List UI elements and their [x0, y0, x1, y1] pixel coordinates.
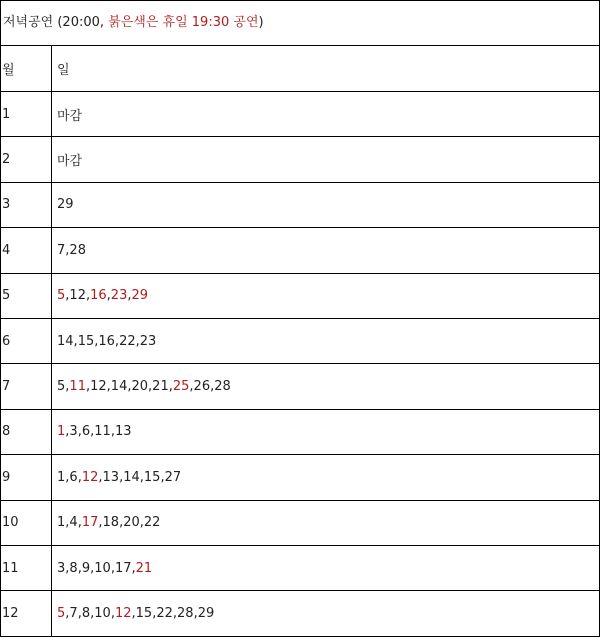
month-cell: 5: [1, 274, 52, 318]
table-row: [1, 92, 599, 137]
day: 1: [57, 515, 66, 531]
day: 20: [123, 515, 140, 531]
day-separator: ,: [85, 288, 91, 304]
day: 10: [94, 560, 111, 576]
holiday-day: 5: [57, 288, 66, 304]
table-row: [1, 183, 599, 228]
table-header-row: [1, 46, 599, 92]
days-cell: [53, 274, 599, 318]
day: 15: [143, 469, 161, 485]
day-separator: ,: [172, 605, 178, 621]
day-separator: ,: [110, 560, 115, 576]
table-row: [1, 319, 599, 364]
days-cell: [53, 546, 599, 590]
day: 4: [69, 515, 78, 531]
day-separator: ,: [65, 379, 70, 395]
day-separator: ,: [193, 605, 198, 621]
day-separator: ,: [65, 469, 70, 485]
month-cell: 2: [1, 137, 52, 181]
day: 9: [81, 560, 91, 576]
day: 22: [156, 605, 173, 621]
holiday-day: 5: [57, 605, 66, 621]
day-separator: ,: [94, 333, 99, 349]
day-separator: ,: [114, 333, 120, 349]
day-separator: ,: [210, 379, 215, 395]
day: 29: [197, 605, 215, 621]
day-separator: ,: [98, 515, 103, 531]
day: 20: [131, 379, 149, 395]
day-separator: ,: [106, 379, 111, 395]
schedule-grid: [1, 46, 599, 637]
holiday-day: 23: [110, 288, 128, 304]
day-separator: ,: [131, 605, 136, 621]
holiday-day: 12: [81, 469, 99, 485]
holiday-day: 1: [57, 424, 66, 440]
table-row: [1, 228, 599, 273]
month-cell: 4: [1, 228, 52, 272]
day: 1: [57, 469, 66, 485]
day-separator: ,: [131, 560, 136, 576]
day-separator: ,: [110, 605, 115, 621]
day-separator: ,: [65, 288, 70, 304]
days-cell: [53, 455, 599, 499]
day-separator: ,: [119, 515, 124, 531]
days-cell: [53, 319, 599, 363]
day: 29: [57, 197, 74, 213]
days-cell: [53, 183, 599, 227]
day-separator: ,: [85, 379, 91, 395]
day: 13: [102, 469, 120, 485]
header-days: 일: [57, 63, 70, 78]
day: 15: [77, 333, 95, 349]
day-separator: ,: [77, 560, 82, 576]
table-row: [1, 274, 599, 319]
day-separator: ,: [127, 379, 132, 395]
day: 7: [69, 605, 78, 621]
table-row: [1, 546, 599, 591]
month-cell: 3: [1, 183, 52, 227]
holiday-day: 25: [172, 379, 190, 395]
day: 마감: [57, 154, 83, 170]
day: 마감: [57, 108, 83, 124]
day-separator: ,: [65, 560, 70, 576]
day-separator: ,: [152, 605, 157, 621]
day-separator: ,: [160, 469, 165, 485]
day: 17: [114, 560, 132, 576]
day: 28: [177, 605, 194, 621]
day-separator: ,: [106, 288, 111, 304]
holiday-day: 17: [81, 515, 99, 531]
month-cell: 12: [1, 591, 52, 635]
days-cell: [53, 228, 599, 272]
table-row: [1, 455, 599, 500]
day-separator: ,: [77, 424, 82, 440]
day-separator: ,: [98, 469, 103, 485]
day: 15: [135, 605, 153, 621]
day-separator: ,: [65, 242, 70, 258]
day-separator: ,: [65, 605, 70, 621]
day: 6: [81, 424, 91, 440]
day: 3: [69, 424, 78, 440]
day: 8: [69, 560, 78, 576]
day: 26: [193, 379, 211, 395]
day: 28: [69, 242, 86, 258]
days-cell: [53, 591, 599, 635]
day: 5: [57, 379, 66, 395]
days-cell: [53, 137, 599, 181]
day: 23: [139, 333, 157, 349]
holiday-day: 16: [90, 288, 107, 304]
month-cell: 1: [1, 92, 52, 136]
day-separator: ,: [189, 379, 194, 395]
table-row: [1, 137, 599, 182]
holiday-day: 29: [131, 288, 149, 304]
month-cell: 9: [1, 455, 52, 499]
day: 6: [69, 469, 78, 485]
month-cell: 6: [1, 319, 52, 363]
table-row: [1, 501, 599, 546]
day: 22: [119, 333, 136, 349]
day: 27: [164, 469, 182, 485]
day-separator: ,: [77, 605, 82, 621]
month-cell: 7: [1, 364, 52, 408]
day-separator: ,: [135, 333, 140, 349]
day: 8: [81, 605, 91, 621]
day-separator: ,: [127, 288, 132, 304]
day: 14: [110, 379, 128, 395]
day-separator: ,: [119, 469, 124, 485]
day: 12: [90, 379, 107, 395]
table-caption: [1, 1, 599, 46]
table-row: [1, 410, 599, 455]
day-separator: ,: [139, 469, 144, 485]
day-separator: ,: [77, 469, 82, 485]
holiday-day: 12: [114, 605, 132, 621]
day: 13: [114, 424, 132, 440]
day-separator: ,: [65, 515, 70, 531]
day-separator: ,: [110, 424, 115, 440]
day: 3: [57, 560, 66, 576]
month-cell: 11: [1, 546, 52, 590]
day: 10: [94, 605, 111, 621]
day: 11: [94, 424, 111, 440]
day: 14: [123, 469, 140, 485]
caption-prefix: 저녁공연 (20:00,: [3, 15, 109, 30]
day-separator: ,: [168, 379, 173, 395]
holiday-day: 11: [69, 379, 86, 395]
holiday-day: 21: [135, 560, 153, 576]
day: 28: [214, 379, 231, 395]
days-cell: [53, 501, 599, 545]
days-cell: [53, 92, 599, 136]
day: 18: [102, 515, 120, 531]
month-cell: 8: [1, 410, 52, 454]
month-cell: 10: [1, 501, 52, 545]
caption-holiday-note: 붉은색은 휴일 19:30 공연: [108, 15, 259, 30]
day: 14: [57, 333, 74, 349]
day: 22: [143, 515, 161, 531]
header-month: 월: [1, 46, 52, 91]
caption-suffix: ): [258, 15, 264, 30]
day-separator: ,: [90, 605, 95, 621]
day-separator: ,: [73, 333, 78, 349]
day-separator: ,: [65, 424, 70, 440]
day-separator: ,: [90, 424, 95, 440]
day: 16: [98, 333, 115, 349]
day-separator: ,: [139, 515, 144, 531]
day: 21: [152, 379, 169, 395]
day-separator: ,: [148, 379, 153, 395]
days-cell: [53, 410, 599, 454]
table-row: [1, 364, 599, 409]
day-separator: ,: [90, 560, 95, 576]
day: 12: [69, 288, 86, 304]
table-row: [1, 591, 599, 636]
days-cell: [53, 364, 599, 408]
day: 7: [57, 242, 66, 258]
day-separator: ,: [77, 515, 82, 531]
